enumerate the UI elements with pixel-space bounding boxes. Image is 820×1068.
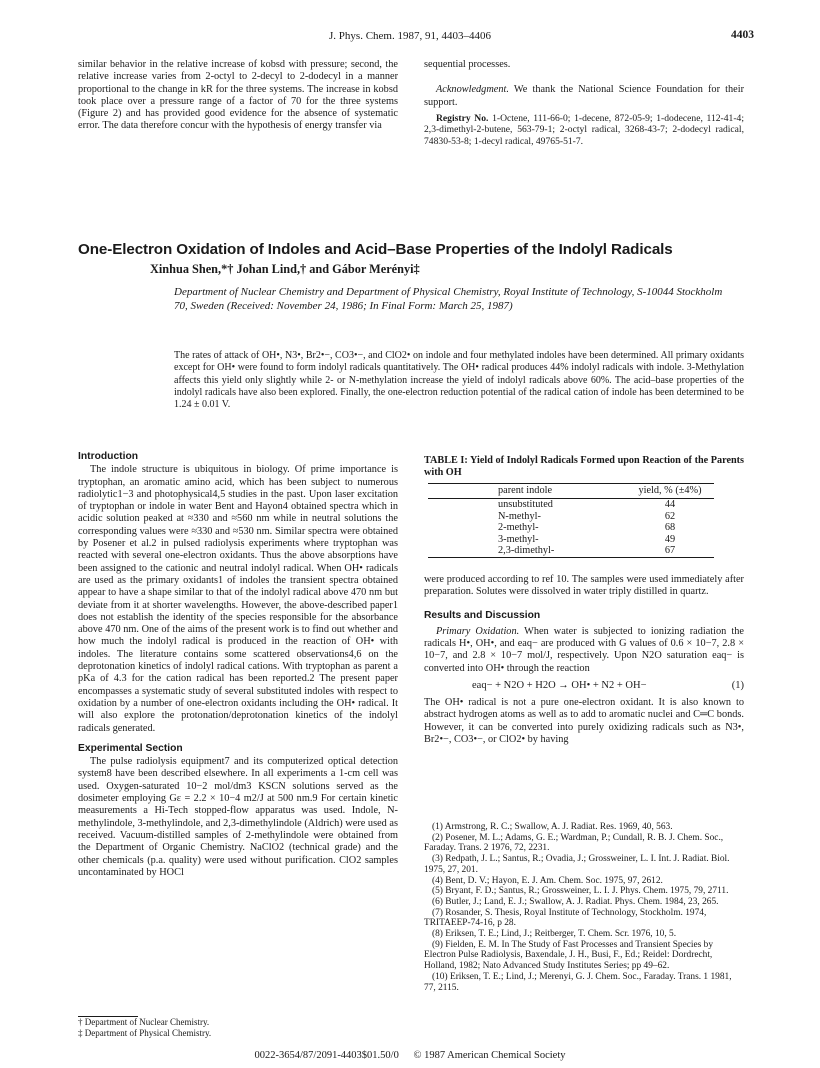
- registry-numbers: [424, 113, 744, 148]
- left-column-body: [78, 451, 398, 879]
- table-header-yield: yield, % (±4%): [626, 484, 714, 499]
- reference-item: (10) Eriksen, T. E.; Lind, J.; Merenyi, G. J. Chem. Soc., Faraday. Trans. 1 1981, 77, 2115.: [424, 971, 732, 993]
- reference-item: (7) Rosander, S. Thesis, Royal Institute of Technology, Stockholm. 1974, TRITAEEP-74-16, p 28.: [424, 907, 707, 929]
- equation-1: [424, 675, 744, 697]
- results-text-1: When water is subjected to ionizing radiation the radicals H•, OH•, and eaq− are produced with G values of 0.6 × 10−7, 2.8 × 10−7, and 2.8 × 10−7 mol/J, respectively. Upon N2O saturation eaq− is converted into OH• through the reaction: [424, 625, 744, 674]
- right-column-body: [424, 455, 744, 746]
- article-affiliation: Department of Nuclear Chemistry and Department of Physical Chemistry, Royal Institute of Technology, S-10044 Stockholm 70, Sweden (Received: November 24, 1986; In Final Form: March 25, 1987): [174, 286, 723, 312]
- table-caption: TABLE I: Yield of Indolyl Radicals Formed upon Reaction of the Parents with OH: [424, 455, 744, 478]
- results-heading: Results and Discussion: [424, 610, 541, 622]
- table-row: [428, 511, 714, 523]
- table-row: [428, 522, 714, 534]
- registry-text: 1-Octene, 111-66-0; 1-decene, 872-05-9; 1-dodecene, 112-41-4; 2,3-dimethyl-2-butene, 563-79-1; 2-octyl radical, 3268-43-7; 2-dodecyl radical, 74830-53-8; 1-decyl radical, 49765-51-7.: [424, 112, 745, 148]
- table-row: [428, 499, 714, 511]
- article-title: One-Electron Oxidation of Indoles and Acid–Base Properties of the Indolyl Radicals: [78, 241, 673, 258]
- equation-expression: eaq− + N2O + H2O → OH• + N2 + OH−: [472, 679, 647, 691]
- footnotes-block: [78, 1016, 398, 1038]
- table-cell-parent: 2-methyl-: [498, 522, 539, 534]
- acknowledgment-text: We thank the National Science Foundation for their support.: [424, 84, 744, 108]
- table-cell-yield: 44: [664, 499, 676, 511]
- table-cell-parent: unsubstituted: [498, 499, 553, 511]
- carryover-left-text: similar behavior in the relative increase of kobsd with pressure; second, the relative increase varies from 2-octyl to 2-decyl to 2-dodecyl in a manner proportional to the change in kR for the three systems. The increase in kobsd took place over a pressure range of a factor of 70 for the three systems (Figure 2) and has provided good evidence for the absence of systematic error. The data therefore concur with the hypothesis of energy transfer via: [78, 59, 398, 132]
- reference-item: (2) Posener, M. L.; Adams, G. E.; Wardman, P.; Cundall, R. B. J. Chem. Soc., Faraday. Trans. 2 1976, 72, 2231.: [424, 832, 724, 854]
- table-cell-yield: 49: [664, 533, 676, 545]
- acknowledgment: [424, 84, 744, 109]
- results-paragraph: [424, 626, 744, 675]
- experimental-heading: Experimental Section: [78, 742, 183, 754]
- table-cell-parent: 2,3-dimethyl-: [428, 545, 626, 557]
- reference-item: (9) Fielden, E. M. In The Study of Fast Processes and Transient Species by Electron Pulse Radiolysis, Baxendale, J. H., Busi, F., Ed.; Reidel: Dordrecht, Holland, 1982; Nato Advanced Study Institutes Series; pp 49–62.: [424, 939, 714, 972]
- footer-code: 0022-3654/87/2091-4403$01.50/0: [254, 1050, 399, 1061]
- experimental-text: The pulse radiolysis equipment7 and its computerized optical detection system8 have been described elsewhere. In all experiments a 1-cm cell was used. Oxygen-saturated 10−2 mol/dm3 KSCN solutions served as the dosimeter employing Gε = 2.2 × 10−4 m2/J at 500 nm.9 For certain kinetic measurements a Hi-Tech stopped-flow apparatus was used. Indole, N-methylindole, 3-methylindole, and 2,3-dimethylindole (Aldrich) were used as received. Vacuum-distilled samples of 2-methylindole were obtained from the Department of Organic Chemistry. NaClO2 (technical grade) and the other chemicals (p.a. quality) were used without purification. ClO2 samples uncontaminated by HOCl: [78, 756, 398, 878]
- carryover-right-block: [424, 59, 744, 148]
- table-cell-yield: 67: [626, 545, 714, 557]
- carryover-left-paragraph: [78, 59, 398, 133]
- reference-item: (6) Butler, J.; Land, E. J.; Swallow, A. J. Radiat. Phys. Chem. 1984, 23, 265.: [432, 896, 719, 907]
- article-abstract: The rates of attack of OH•, N3•, Br2•−, CO3•−, and ClO2• on indole and four methylated indoles have been determined. All primary oxidants except for OH• were found to form indolyl radicals quantitatively. The OH• radical produces 44% indolyl radicals with indole. 3-Methylation affects this yield only slightly while 2- or N-methylation increase the yield of indolyl radicals above 60%. The acid–base properties of the indolyl radicals have also been explored. Finally, the one-electron reduction potential of the radical cation of indole has been determined to be 1.24 ± 0.01 V.: [174, 350, 744, 411]
- introduction-text: The indole structure is ubiquitous in biology. Of prime importance is tryptophan, an aromatic amino acid, which has been subject to numerous radiolytic1−3 and photophysical4,5 studies in the past. Upon laser excitation of tryptophan or indole in water Bent and Hayon4 obtained spectra which in acidic solution peaked at ≈330 and ≈560 nm while in neutral solutions the corresponding values were ≈330 and ≈530 nm. Similar spectra were obtained by Posener et al.2 in pulsed radiolysis experiments where tryptophan was reacted with several one-electron oxidants. Thus the above absorptions have been assigned to the cationic and neutral indolyl radical. When OH• radicals are used as the primary oxidants1 of indoles the transient spectra obtained appear to have a shape similar to that of the indolyl radical above 470 nm but deviate from it at shorter wavelengths. However, the above-described paper1 does not establish the identity of the species responsible for the absorbance above 470 nm. One of the aims of the present work is to find out whether and how much the indolyl radical is produced in the reaction of OH• with indoles. The literature contains some scattered observations4,6 on the deprotonation kinetics of indolyl radical cations. With tryptophan as parent a pKa of 4.3 for the cation radical has been reported.2 The present paper encompasses a systematic study of several substituted indoles with respect to oxidation by a number of one-electron oxidants including the OH• radical. It will also explore the protonation/deprotonation kinetics of the indolyl radicals generated.: [78, 464, 398, 734]
- footnote-2: ‡ Department of Physical Chemistry.: [78, 1027, 212, 1038]
- reference-item: (3) Redpath, J. L.; Santus, R.; Ovadia, J.; Grossweiner, L. I. Int. J. Radiat. Biol. 1975, 27, 201.: [424, 854, 730, 875]
- article-authors: Xinhua Shen,*† Johan Lind,† and Gábor Merényi‡: [150, 262, 420, 276]
- table-row: [428, 545, 714, 557]
- introduction-heading: Introduction: [78, 451, 139, 462]
- footnote-1: † Department of Nuclear Chemistry.: [78, 1017, 210, 1027]
- footer-copyright: © 1987 American Chemical Society: [413, 1050, 566, 1061]
- table-header-parent: parent indole: [428, 484, 626, 499]
- reference-item: (5) Bryant, F. D.; Santus, R.; Grossweiner, L. I. J. Phys. Chem. 1975, 79, 2711.: [432, 886, 729, 897]
- table-header-row: [428, 484, 714, 499]
- page-number: 4403: [731, 29, 754, 41]
- registry-label: Registry No.: [436, 112, 489, 124]
- yield-table: [428, 483, 714, 558]
- table-cell-parent: N-methyl-: [498, 510, 541, 522]
- table-row: [428, 534, 714, 546]
- preparation-text: were produced according to ref 10. The samples were used immediately after preparation. Solutes were dissolved in water triply distilled in quartz.: [424, 573, 744, 598]
- equation-number: (1): [731, 679, 744, 691]
- table-cell-yield: 62: [664, 510, 676, 522]
- reference-item: (4) Bent, D. V.; Hayon, E. J. Am. Chem. Soc. 1975, 97, 2612.: [432, 875, 663, 886]
- reference-item: (8) Eriksen, T. E.; Lind, J.; Reitberger, T. Chem. Scr. 1976, 10, 5.: [432, 929, 677, 940]
- table-cell-yield: 68: [664, 522, 676, 534]
- table-cell-parent: 3-methyl-: [498, 533, 539, 545]
- acknowledgment-label: Acknowledgment.: [436, 84, 509, 96]
- reference-item: (1) Armstrong, R. C.; Swallow, A. J. Radiat. Res. 1969, 40, 563.: [432, 822, 673, 832]
- references-list: [424, 822, 744, 993]
- carryover-right-text: sequential processes.: [424, 59, 511, 70]
- page-footer: [0, 1050, 820, 1061]
- running-header: J. Phys. Chem. 1987, 91, 4403–4406: [329, 30, 491, 42]
- primary-oxidation-subheading: Primary Oxidation.: [436, 625, 520, 637]
- results-text-2: The OH• radical is not a pure one-electron oxidant. It is also known to abstract hydrogen atoms as well as to add to aromatic nuclei and C═C bonds. However, it can be converted into purely oxidizing radicals such as N3•, Br2•−, CO3•−, or ClO2• by having: [424, 697, 744, 746]
